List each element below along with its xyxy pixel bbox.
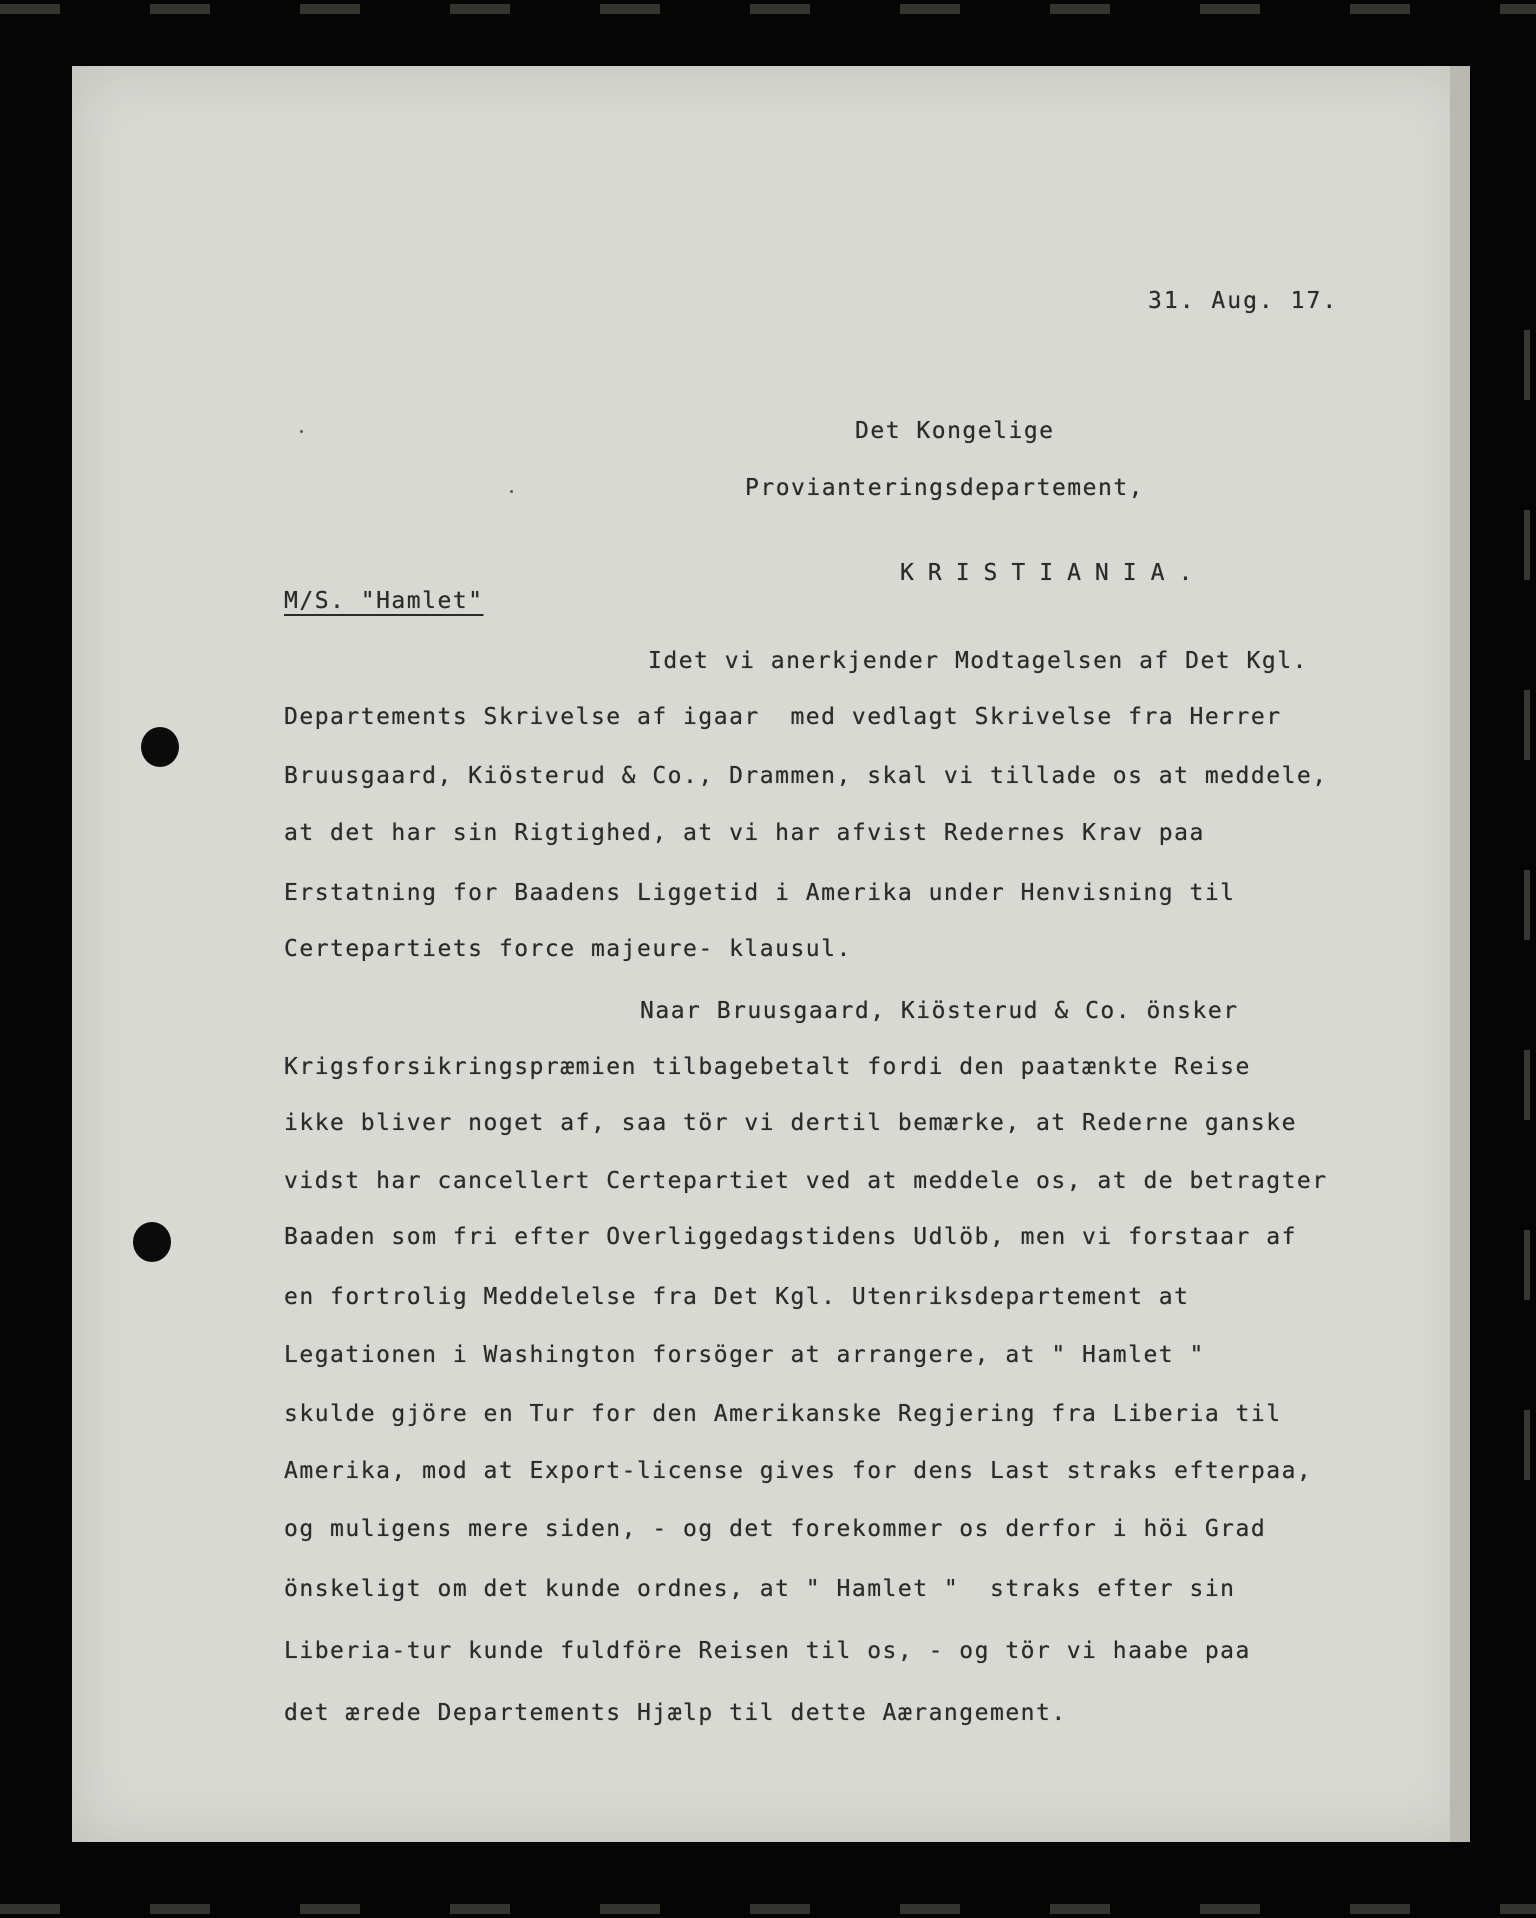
paragraph-2-opening: Naar Bruusgaard, Kiösterud & Co. önsker bbox=[640, 998, 1239, 1024]
paragraph-1-opening: Idet vi anerkjender Modtagelsen af Det Kgl. bbox=[648, 648, 1308, 674]
punch-hole-icon bbox=[141, 727, 179, 767]
punch-hole-icon bbox=[133, 1222, 171, 1262]
subject-line: M/S. "Hamlet" bbox=[284, 588, 484, 614]
ink-speck bbox=[300, 430, 303, 433]
ink-speck bbox=[510, 490, 513, 493]
paper-edge-shadow bbox=[1450, 66, 1470, 1842]
body-line: vidst har cancellert Certepartiet ved at meddele os, at de betragter bbox=[284, 1168, 1328, 1194]
body-line: og muligens mere siden, - og det forekommer os derfor i höi Grad bbox=[284, 1516, 1267, 1542]
recipient-line-2: Provianteringsdepartement, bbox=[745, 475, 1145, 501]
body-line: en fortrolig Meddelelse fra Det Kgl. Utenriksdepartement at bbox=[284, 1284, 1190, 1310]
body-line: ikke bliver noget af, saa tör vi dertil bemærke, at Rederne ganske bbox=[284, 1110, 1297, 1136]
body-line: skulde gjöre en Tur for den Amerikanske Regjering fra Liberia til bbox=[284, 1401, 1282, 1427]
body-line: Baaden som fri efter Overliggedagstidens Udlöb, men vi forstaar af bbox=[284, 1224, 1297, 1250]
body-line: Bruusgaard, Kiösterud & Co., Drammen, skal vi tillade os at meddele, bbox=[284, 763, 1328, 789]
body-line: Krigsforsikringspræmien tilbagebetalt fordi den paatænkte Reise bbox=[284, 1054, 1251, 1080]
film-edge-bottom bbox=[0, 1904, 1536, 1914]
body-line: Liberia-tur kunde fuldföre Reisen til os, - og tör vi haabe paa bbox=[284, 1638, 1251, 1664]
body-line: Legationen i Washington forsöger at arrangere, at " Hamlet " bbox=[284, 1342, 1205, 1368]
film-edge-top bbox=[0, 4, 1536, 14]
body-line: at det har sin Rigtighed, at vi har afvist Redernes Krav paa bbox=[284, 820, 1205, 846]
letter-date: 31. Aug. 17. bbox=[1148, 288, 1339, 314]
body-line: det ærede Departements Hjælp til dette Aærangement. bbox=[284, 1700, 1067, 1726]
film-edge-right bbox=[1524, 330, 1530, 1530]
body-line: önskeligt om det kunde ordnes, at " Hamlet " straks efter sin bbox=[284, 1576, 1236, 1602]
body-line: Amerika, mod at Export-license gives for dens Last straks efterpaa, bbox=[284, 1458, 1313, 1484]
body-line: Certepartiets force majeure- klausul. bbox=[284, 936, 852, 962]
recipient-city: KRISTIANIA. bbox=[900, 560, 1207, 586]
recipient-line-1: Det Kongelige bbox=[855, 418, 1055, 444]
body-line: Erstatning for Baadens Liggetid i Amerika under Henvisning til bbox=[284, 880, 1236, 906]
body-line: Departements Skrivelse af igaar med vedlagt Skrivelse fra Herrer bbox=[284, 704, 1282, 730]
